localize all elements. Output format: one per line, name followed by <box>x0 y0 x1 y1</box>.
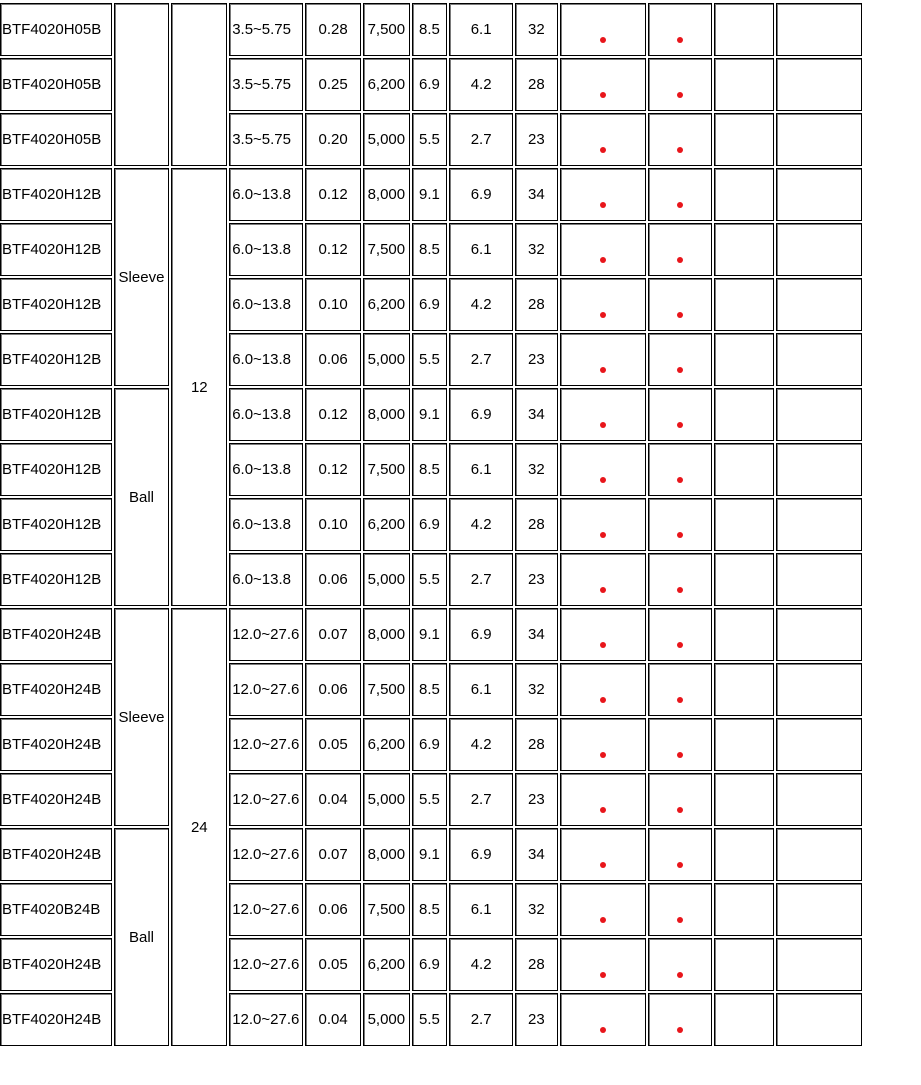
pressure-cell: 6.9 <box>449 168 513 221</box>
table-row <box>0 388 862 441</box>
model-cell: BTF4020H24B <box>0 608 112 661</box>
red-dot-icon <box>677 532 683 538</box>
red-dot-icon <box>677 37 683 43</box>
feature-dot-cell <box>560 938 646 991</box>
current-cell: 0.07 <box>305 608 361 661</box>
empty-cell <box>714 773 774 826</box>
current-cell: 0.10 <box>305 278 361 331</box>
empty-cell <box>776 938 862 991</box>
table-row <box>0 3 862 56</box>
feature-dot-cell <box>648 938 712 991</box>
red-dot-icon <box>677 202 683 208</box>
model-cell: BTF4020H12B <box>0 333 112 386</box>
noise-cell: 32 <box>515 663 558 716</box>
feature-dot-cell <box>648 223 712 276</box>
empty-cell <box>714 828 774 881</box>
red-dot-icon <box>600 697 606 703</box>
airflow-cell: 5.5 <box>412 993 448 1046</box>
empty-cell <box>776 993 862 1046</box>
red-dot-icon <box>677 752 683 758</box>
rated-voltage-cell <box>171 3 227 166</box>
bearing-type-cell: Sleeve <box>114 168 170 386</box>
noise-cell: 32 <box>515 223 558 276</box>
airflow-cell: 5.5 <box>412 773 448 826</box>
empty-cell <box>714 333 774 386</box>
airflow-cell: 6.9 <box>412 498 448 551</box>
empty-cell <box>776 828 862 881</box>
empty-cell <box>714 663 774 716</box>
noise-cell: 32 <box>515 443 558 496</box>
empty-cell <box>714 993 774 1046</box>
table-row <box>0 828 862 881</box>
voltage-range-cell: 12.0~27.6 <box>229 993 303 1046</box>
pressure-cell: 4.2 <box>449 718 513 771</box>
feature-dot-cell <box>648 278 712 331</box>
empty-cell <box>776 553 862 606</box>
pressure-cell: 4.2 <box>449 278 513 331</box>
speed-cell: 7,500 <box>363 223 410 276</box>
red-dot-icon <box>677 477 683 483</box>
table-row <box>0 608 862 661</box>
feature-dot-cell <box>560 718 646 771</box>
noise-cell: 23 <box>515 993 558 1046</box>
model-cell: BTF4020H24B <box>0 938 112 991</box>
model-cell: BTF4020H12B <box>0 388 112 441</box>
voltage-range-cell: 6.0~13.8 <box>229 278 303 331</box>
feature-dot-cell <box>560 223 646 276</box>
red-dot-icon <box>600 1027 606 1033</box>
current-cell: 0.05 <box>305 938 361 991</box>
spec-table <box>0 1 864 1048</box>
pressure-cell: 6.9 <box>449 608 513 661</box>
voltage-range-cell: 12.0~27.6 <box>229 938 303 991</box>
red-dot-icon <box>600 257 606 263</box>
model-cell: BTF4020H05B <box>0 113 112 166</box>
noise-cell: 28 <box>515 58 558 111</box>
airflow-cell: 5.5 <box>412 333 448 386</box>
airflow-cell: 6.9 <box>412 58 448 111</box>
pressure-cell: 2.7 <box>449 553 513 606</box>
feature-dot-cell <box>560 113 646 166</box>
feature-dot-cell <box>648 168 712 221</box>
pressure-cell: 2.7 <box>449 993 513 1046</box>
speed-cell: 6,200 <box>363 58 410 111</box>
speed-cell: 6,200 <box>363 938 410 991</box>
voltage-range-cell: 3.5~5.75 <box>229 113 303 166</box>
speed-cell: 5,000 <box>363 553 410 606</box>
current-cell: 0.06 <box>305 553 361 606</box>
current-cell: 0.05 <box>305 718 361 771</box>
red-dot-icon <box>677 1027 683 1033</box>
noise-cell: 34 <box>515 608 558 661</box>
feature-dot-cell <box>560 168 646 221</box>
rated-voltage-cell: 12 <box>171 168 227 606</box>
empty-cell <box>714 938 774 991</box>
model-cell: BTF4020H05B <box>0 3 112 56</box>
empty-cell <box>714 608 774 661</box>
red-dot-icon <box>600 587 606 593</box>
model-cell: BTF4020H05B <box>0 58 112 111</box>
red-dot-icon <box>677 862 683 868</box>
voltage-range-cell: 6.0~13.8 <box>229 443 303 496</box>
speed-cell: 5,000 <box>363 333 410 386</box>
red-dot-icon <box>600 367 606 373</box>
voltage-range-cell: 12.0~27.6 <box>229 773 303 826</box>
red-dot-icon <box>677 807 683 813</box>
empty-cell <box>714 113 774 166</box>
pressure-cell: 4.2 <box>449 938 513 991</box>
model-cell: BTF4020H24B <box>0 718 112 771</box>
feature-dot-cell <box>560 773 646 826</box>
feature-dot-cell <box>560 498 646 551</box>
red-dot-icon <box>677 587 683 593</box>
feature-dot-cell <box>648 3 712 56</box>
empty-cell <box>776 58 862 111</box>
red-dot-icon <box>600 312 606 318</box>
model-cell: BTF4020H12B <box>0 443 112 496</box>
red-dot-icon <box>600 477 606 483</box>
feature-dot-cell <box>648 883 712 936</box>
bearing-type-cell: Sleeve <box>114 608 170 826</box>
airflow-cell: 8.5 <box>412 663 448 716</box>
empty-cell <box>776 223 862 276</box>
spec-table-body <box>0 3 862 1046</box>
red-dot-icon <box>677 92 683 98</box>
noise-cell: 23 <box>515 553 558 606</box>
current-cell: 0.12 <box>305 223 361 276</box>
speed-cell: 6,200 <box>363 718 410 771</box>
empty-cell <box>776 498 862 551</box>
red-dot-icon <box>600 202 606 208</box>
pressure-cell: 2.7 <box>449 773 513 826</box>
pressure-cell: 6.9 <box>449 388 513 441</box>
airflow-cell: 6.9 <box>412 938 448 991</box>
red-dot-icon <box>600 422 606 428</box>
feature-dot-cell <box>648 443 712 496</box>
current-cell: 0.25 <box>305 58 361 111</box>
empty-cell <box>714 168 774 221</box>
pressure-cell: 4.2 <box>449 498 513 551</box>
pressure-cell: 2.7 <box>449 333 513 386</box>
model-cell: BTF4020H24B <box>0 663 112 716</box>
speed-cell: 7,500 <box>363 443 410 496</box>
red-dot-icon <box>600 37 606 43</box>
empty-cell <box>776 663 862 716</box>
model-cell: BTF4020H12B <box>0 168 112 221</box>
voltage-range-cell: 6.0~13.8 <box>229 388 303 441</box>
empty-cell <box>776 608 862 661</box>
empty-cell <box>714 3 774 56</box>
voltage-range-cell: 6.0~13.8 <box>229 498 303 551</box>
voltage-range-cell: 3.5~5.75 <box>229 58 303 111</box>
speed-cell: 5,000 <box>363 773 410 826</box>
empty-cell <box>714 388 774 441</box>
red-dot-icon <box>600 752 606 758</box>
noise-cell: 23 <box>515 773 558 826</box>
feature-dot-cell <box>560 3 646 56</box>
red-dot-icon <box>677 422 683 428</box>
empty-cell <box>776 333 862 386</box>
speed-cell: 8,000 <box>363 388 410 441</box>
speed-cell: 7,500 <box>363 3 410 56</box>
empty-cell <box>776 718 862 771</box>
current-cell: 0.04 <box>305 773 361 826</box>
airflow-cell: 5.5 <box>412 113 448 166</box>
voltage-range-cell: 12.0~27.6 <box>229 608 303 661</box>
pressure-cell: 6.1 <box>449 3 513 56</box>
red-dot-icon <box>677 147 683 153</box>
empty-cell <box>776 773 862 826</box>
current-cell: 0.06 <box>305 883 361 936</box>
empty-cell <box>776 443 862 496</box>
empty-cell <box>714 883 774 936</box>
current-cell: 0.28 <box>305 3 361 56</box>
model-cell: BTF4020H12B <box>0 498 112 551</box>
current-cell: 0.10 <box>305 498 361 551</box>
red-dot-icon <box>600 917 606 923</box>
empty-cell <box>776 168 862 221</box>
feature-dot-cell <box>648 498 712 551</box>
empty-cell <box>776 388 862 441</box>
airflow-cell: 8.5 <box>412 883 448 936</box>
red-dot-icon <box>677 367 683 373</box>
feature-dot-cell <box>648 553 712 606</box>
model-cell: BTF4020H24B <box>0 828 112 881</box>
model-cell: BTF4020H12B <box>0 553 112 606</box>
red-dot-icon <box>677 642 683 648</box>
rated-voltage-cell: 24 <box>171 608 227 1046</box>
pressure-cell: 6.1 <box>449 883 513 936</box>
model-cell: BTF4020H24B <box>0 773 112 826</box>
feature-dot-cell <box>560 388 646 441</box>
pressure-cell: 6.1 <box>449 663 513 716</box>
feature-dot-cell <box>648 113 712 166</box>
feature-dot-cell <box>560 663 646 716</box>
noise-cell: 28 <box>515 718 558 771</box>
current-cell: 0.06 <box>305 333 361 386</box>
feature-dot-cell <box>560 58 646 111</box>
noise-cell: 23 <box>515 333 558 386</box>
voltage-range-cell: 12.0~27.6 <box>229 828 303 881</box>
feature-dot-cell <box>648 718 712 771</box>
current-cell: 0.04 <box>305 993 361 1046</box>
red-dot-icon <box>600 972 606 978</box>
empty-cell <box>776 278 862 331</box>
feature-dot-cell <box>560 993 646 1046</box>
noise-cell: 34 <box>515 168 558 221</box>
empty-cell <box>714 718 774 771</box>
speed-cell: 7,500 <box>363 663 410 716</box>
empty-cell <box>714 58 774 111</box>
model-cell: BTF4020H12B <box>0 223 112 276</box>
current-cell: 0.06 <box>305 663 361 716</box>
red-dot-icon <box>677 972 683 978</box>
red-dot-icon <box>677 697 683 703</box>
noise-cell: 28 <box>515 938 558 991</box>
noise-cell: 34 <box>515 388 558 441</box>
voltage-range-cell: 3.5~5.75 <box>229 3 303 56</box>
airflow-cell: 5.5 <box>412 553 448 606</box>
noise-cell: 34 <box>515 828 558 881</box>
feature-dot-cell <box>560 883 646 936</box>
red-dot-icon <box>600 532 606 538</box>
current-cell: 0.12 <box>305 168 361 221</box>
bearing-type-cell: Ball <box>114 388 170 606</box>
airflow-cell: 8.5 <box>412 223 448 276</box>
current-cell: 0.20 <box>305 113 361 166</box>
feature-dot-cell <box>560 553 646 606</box>
voltage-range-cell: 12.0~27.6 <box>229 663 303 716</box>
empty-cell <box>714 553 774 606</box>
feature-dot-cell <box>560 608 646 661</box>
voltage-range-cell: 6.0~13.8 <box>229 553 303 606</box>
empty-cell <box>714 223 774 276</box>
voltage-range-cell: 6.0~13.8 <box>229 168 303 221</box>
red-dot-icon <box>600 642 606 648</box>
pressure-cell: 6.1 <box>449 443 513 496</box>
voltage-range-cell: 6.0~13.8 <box>229 223 303 276</box>
speed-cell: 5,000 <box>363 113 410 166</box>
red-dot-icon <box>600 92 606 98</box>
feature-dot-cell <box>648 58 712 111</box>
red-dot-icon <box>600 807 606 813</box>
airflow-cell: 9.1 <box>412 168 448 221</box>
speed-cell: 8,000 <box>363 168 410 221</box>
table-row <box>0 168 862 221</box>
model-cell: BTF4020H24B <box>0 993 112 1046</box>
speed-cell: 5,000 <box>363 993 410 1046</box>
red-dot-icon <box>677 917 683 923</box>
noise-cell: 28 <box>515 498 558 551</box>
feature-dot-cell <box>648 773 712 826</box>
feature-dot-cell <box>648 993 712 1046</box>
airflow-cell: 8.5 <box>412 443 448 496</box>
empty-cell <box>776 3 862 56</box>
speed-cell: 8,000 <box>363 608 410 661</box>
red-dot-icon <box>677 312 683 318</box>
empty-cell <box>714 443 774 496</box>
feature-dot-cell <box>560 333 646 386</box>
noise-cell: 23 <box>515 113 558 166</box>
pressure-cell: 2.7 <box>449 113 513 166</box>
model-cell: BTF4020H12B <box>0 278 112 331</box>
empty-cell <box>714 498 774 551</box>
speed-cell: 6,200 <box>363 278 410 331</box>
feature-dot-cell <box>560 443 646 496</box>
feature-dot-cell <box>560 828 646 881</box>
feature-dot-cell <box>648 388 712 441</box>
red-dot-icon <box>600 862 606 868</box>
red-dot-icon <box>677 257 683 263</box>
noise-cell: 28 <box>515 278 558 331</box>
speed-cell: 8,000 <box>363 828 410 881</box>
noise-cell: 32 <box>515 3 558 56</box>
speed-cell: 6,200 <box>363 498 410 551</box>
feature-dot-cell <box>560 278 646 331</box>
bearing-type-cell <box>114 3 170 166</box>
airflow-cell: 6.9 <box>412 718 448 771</box>
empty-cell <box>714 278 774 331</box>
feature-dot-cell <box>648 608 712 661</box>
empty-cell <box>776 883 862 936</box>
noise-cell: 32 <box>515 883 558 936</box>
airflow-cell: 8.5 <box>412 3 448 56</box>
voltage-range-cell: 12.0~27.6 <box>229 718 303 771</box>
feature-dot-cell <box>648 828 712 881</box>
current-cell: 0.07 <box>305 828 361 881</box>
bearing-type-cell: Ball <box>114 828 170 1046</box>
speed-cell: 7,500 <box>363 883 410 936</box>
airflow-cell: 6.9 <box>412 278 448 331</box>
airflow-cell: 9.1 <box>412 388 448 441</box>
airflow-cell: 9.1 <box>412 828 448 881</box>
current-cell: 0.12 <box>305 443 361 496</box>
current-cell: 0.12 <box>305 388 361 441</box>
model-cell: BTF4020B24B <box>0 883 112 936</box>
pressure-cell: 4.2 <box>449 58 513 111</box>
airflow-cell: 9.1 <box>412 608 448 661</box>
feature-dot-cell <box>648 333 712 386</box>
pressure-cell: 6.1 <box>449 223 513 276</box>
feature-dot-cell <box>648 663 712 716</box>
voltage-range-cell: 6.0~13.8 <box>229 333 303 386</box>
pressure-cell: 6.9 <box>449 828 513 881</box>
voltage-range-cell: 12.0~27.6 <box>229 883 303 936</box>
red-dot-icon <box>600 147 606 153</box>
empty-cell <box>776 113 862 166</box>
